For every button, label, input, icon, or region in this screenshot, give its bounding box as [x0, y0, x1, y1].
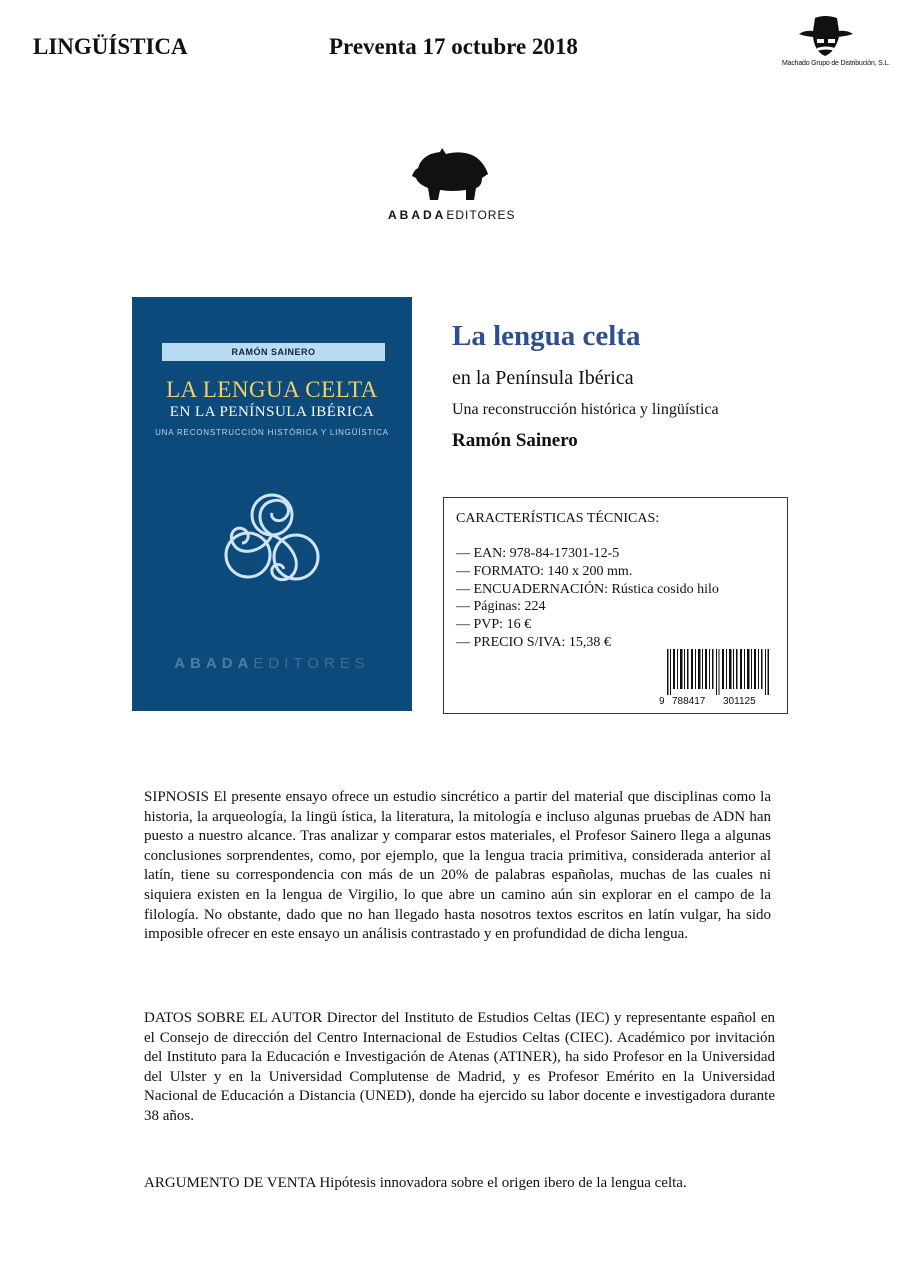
barcode-right-digits: 301125	[723, 696, 756, 707]
publisher-name-bold: ABADA	[388, 208, 447, 222]
spec-price-no-vat: — PRECIO S/IVA: 15,38 €	[456, 634, 611, 650]
book-cover	[132, 297, 412, 711]
barcode-left-digits: 788417	[672, 696, 706, 707]
book-subtitle: en la Península Ibérica	[452, 367, 634, 389]
category-label: LINGÜÍSTICA	[33, 34, 188, 59]
cover-author: RAMÓN SAINERO	[162, 343, 385, 361]
cover-publisher-light: EDITORES	[253, 655, 370, 672]
cover-title-line3: UNA RECONSTRUCCIÓN HISTÓRICA Y LINGÜÍSTICA	[155, 428, 389, 437]
barcode-bars	[659, 649, 777, 695]
publisher-logo	[412, 148, 490, 202]
presale-date: Preventa 17 octubre 2018	[329, 34, 578, 59]
spec-pvp: — PVP: 16 €	[456, 617, 532, 633]
synopsis-paragraph: SIPNOSIS El presente ensayo ofrece un estudio sincrético a partir del material que disciplinas como la historia, la arqueología, la lingü ística, la literatura, la mitología e incluso algunas pruebas de ADN han puesto a nuestro alcance. Tras analizar y comparar estos materiales, el Profesor Sainero llega a algunas conclusiones sorprendentes, como, por ejemplo, que la lengua tracia primitiva, considerada anterior al latín, tiene su correspondencia con más de un 20% de palabras españolas, muchas de las cuales ni siquiera existen en la lengua de Virgilio, lo que abre un camino aún sin explorar en el campo de la filología. No obstante, dado que no han llegado hasta nosotros textos escritos en latín vulgar, ha sido imposible ofrecer en este ensayo un análisis contrastado y en profundidad de dicha lengua.	[144, 789, 771, 943]
cover-publisher-bold: ABADA	[174, 655, 254, 672]
cover-title-line1: LA LENGUA CELTA	[166, 377, 378, 402]
spec-format: — FORMATO: 140 x 200 mm.	[456, 563, 633, 579]
barcode	[659, 649, 777, 709]
specs-heading: CARACTERÍSTICAS TÉCNICAS:	[456, 511, 660, 526]
hat-man-icon	[795, 12, 855, 60]
book-author: Ramón Sainero	[452, 430, 578, 451]
spec-binding: — ENCUADERNACIÓN: Rústica cosido hilo	[456, 581, 719, 597]
cover-title-line2: EN LA PENÍNSULA IBÉRICA	[169, 404, 375, 420]
spec-ean: — EAN: 978-84-17301-12-5	[456, 546, 620, 561]
distributor-caption: Machado Grupo de Distribución, S.L.	[782, 60, 890, 67]
distributor-logo	[795, 12, 855, 60]
publisher-name-light: EDITORES	[446, 208, 516, 222]
sales-argument-paragraph: ARGUMENTO DE VENTA Hipótesis innovadora sobre el origen ibero de la lengua celta.	[144, 1175, 687, 1191]
rhinoceros-icon	[412, 148, 490, 202]
barcode-lead-digit: 9	[659, 696, 665, 707]
triskele-icon	[212, 483, 332, 593]
book-title: La lengua celta	[452, 320, 641, 352]
spec-pages: — Páginas: 224	[456, 599, 546, 615]
publisher-name	[388, 208, 515, 222]
cover-publisher	[132, 655, 412, 672]
specs-list	[456, 545, 719, 652]
technical-specs-box	[443, 497, 788, 714]
author-info-paragraph: DATOS SOBRE EL AUTOR Director del Instituto de Estudios Celtas (IEC) y representante español en el Consejo de dirección del Centro Internacional de Estudios Celtas (CIEC). Académico por invitación del Instituto para la Educación e Investigación de Atenas (ATINER), ha sido Profesor en la Universidad del Ulster y en la Universidad Complutense de Madrid, y es Profesor Emérito en la Universidad Nacional de Educación a Distancia (UNED), donde ha ejercido su labor docente e investigadora durante 38 años.	[144, 1010, 775, 1124]
book-subtitle-secondary: Una reconstrucción histórica y lingüística	[452, 401, 719, 418]
